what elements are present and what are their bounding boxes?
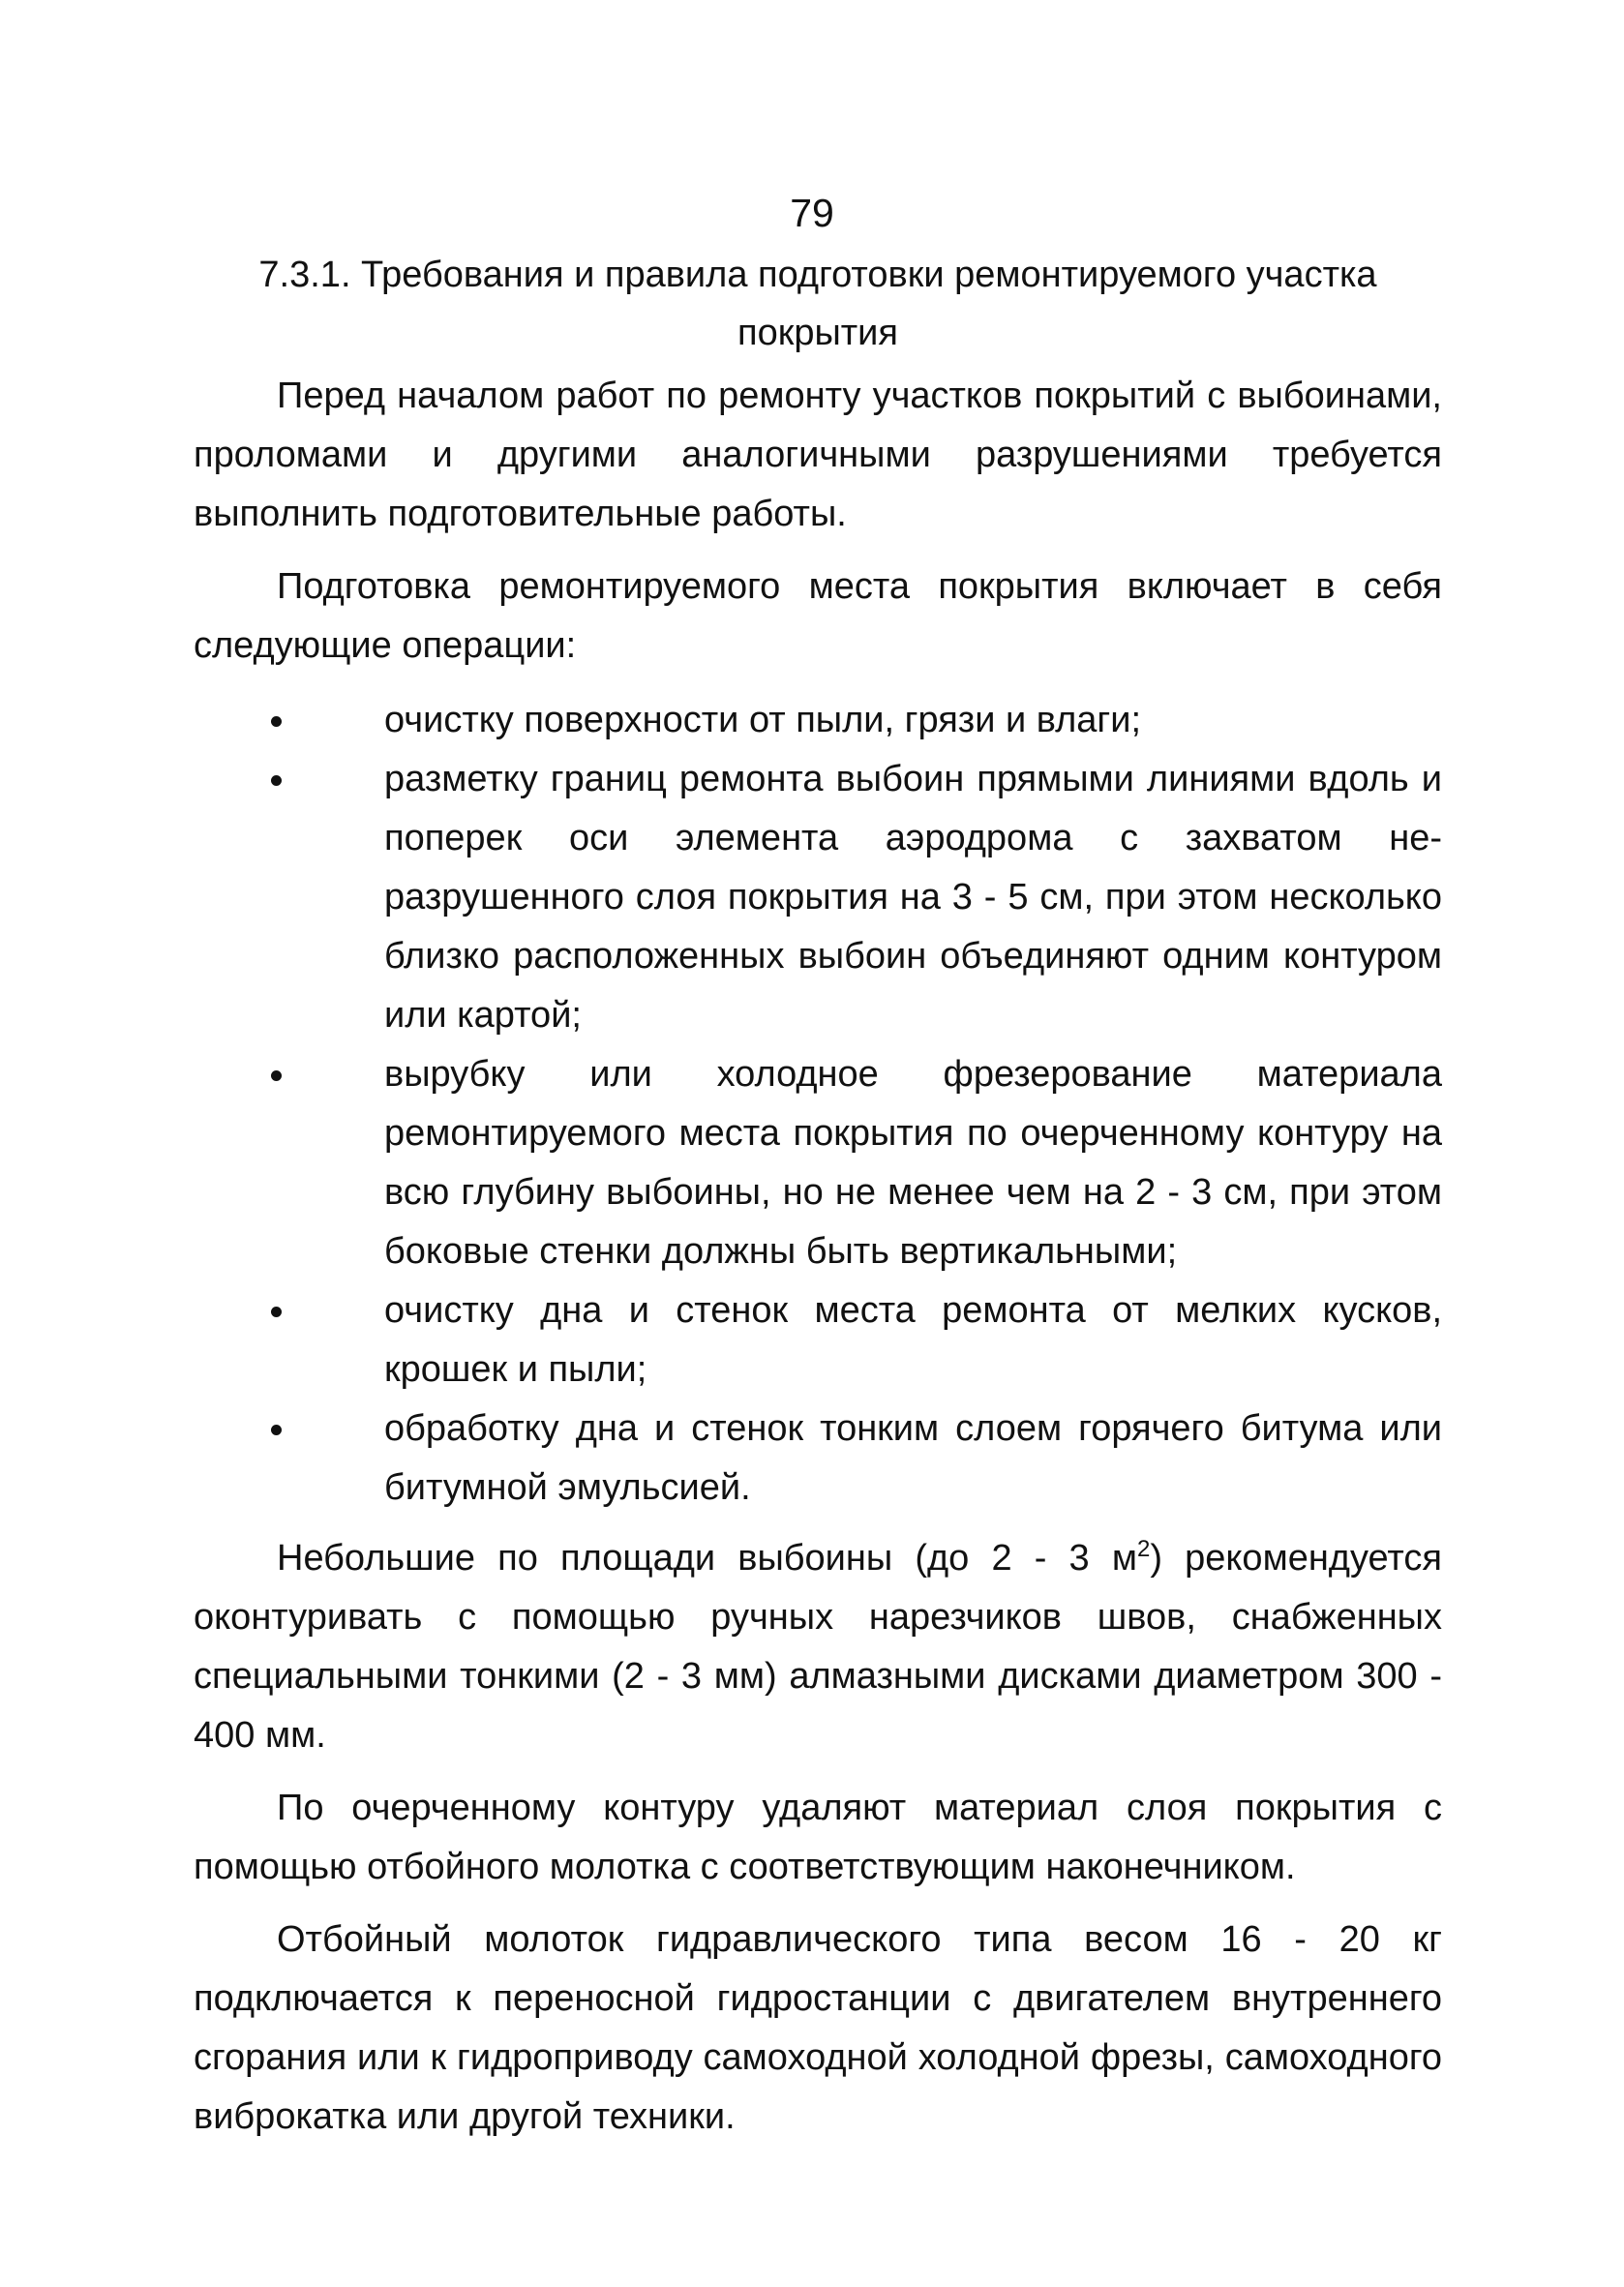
area-unit-superscript: 2 bbox=[1136, 1536, 1151, 1562]
list-item-text: разметку границ ремонта выбоин прямыми линиями вдоль и поперек оси элемента аэродрома с захватом неразрушенного слоя покрытия на 3 - 5 см, при этом несколько близко расположенных выбоин объединяют одним контуром или картой; bbox=[384, 759, 1442, 1036]
list-item bbox=[194, 1399, 1442, 1518]
bullet-icon bbox=[271, 716, 282, 727]
bullet-icon bbox=[271, 1307, 282, 1317]
bullet-icon bbox=[271, 775, 282, 786]
page-number: 79 bbox=[790, 191, 834, 235]
section-heading-line-2: покрытия bbox=[737, 313, 898, 353]
list-item-text: обработку дна и стенок тонким слоем горячего битума или битумной эмульсией. bbox=[384, 1408, 1442, 1508]
list-item bbox=[194, 691, 1442, 750]
paragraph-material-removal: По очерченному контуру удаляют материал слоя покрытия с помощью отбойного молотка с соответствующим наконечником. bbox=[194, 1788, 1442, 1887]
paragraph-preparation-intro: Перед началом работ по ремонту участков покрытий с выбоинами, проломами и другими аналогичными разрушениями требуется выполнить подготовительные работы. bbox=[194, 376, 1442, 534]
section-heading bbox=[194, 246, 1442, 362]
list-item-text: очистку поверхности от пыли, грязи и влаги; bbox=[384, 700, 1142, 740]
list-item bbox=[194, 1045, 1442, 1281]
bullet-icon bbox=[271, 1070, 282, 1081]
paragraph-hammer: Отбойный молоток гидравлического типа весом 16 - 20 кг подключается к переносной гидростанции с двигателем внутреннего сгорания или к гидроприводу самоходной холодной фрезы, самоходного виброкатка или другой техники. bbox=[194, 1919, 1442, 2137]
list-item bbox=[194, 1281, 1442, 1399]
paragraph-small-potholes-part-2: ) рекомендуется оконтуривать с помощью ручных нарезчиков швов, снабженных специальными тонкими (2 - 3 мм) алмазными дисками диаметром 300 - 400 мм. bbox=[194, 1538, 1442, 1756]
paragraph-small-potholes-part-1: Небольшие по площади выбоины (до 2 - 3 м bbox=[277, 1538, 1137, 1579]
list-item bbox=[194, 750, 1442, 1045]
body-text bbox=[194, 367, 1442, 2160]
list-item-text: вырубку или холодное фрезерование материала ремонтируемого места покрытия по очерченному контуру на всю глубину выбоины, но не менее чем на 2 - 3 см, при этом боковые стенки должны быть вертикальными; bbox=[384, 1054, 1442, 1272]
section-heading-line-1: 7.3.1. Требования и правила подготовки ремонтируемого участка bbox=[258, 255, 1377, 295]
operations-list bbox=[194, 691, 1442, 1518]
paragraph-small-potholes bbox=[194, 1529, 1442, 1765]
bullet-icon bbox=[271, 1425, 282, 1435]
paragraph-operations-intro: Подготовка ремонтируемого места покрытия включает в себя следующие операции: bbox=[194, 566, 1442, 666]
list-item-text: очистку дна и стенок места ремонта от мелких кусков, крошек и пыли; bbox=[384, 1290, 1442, 1390]
